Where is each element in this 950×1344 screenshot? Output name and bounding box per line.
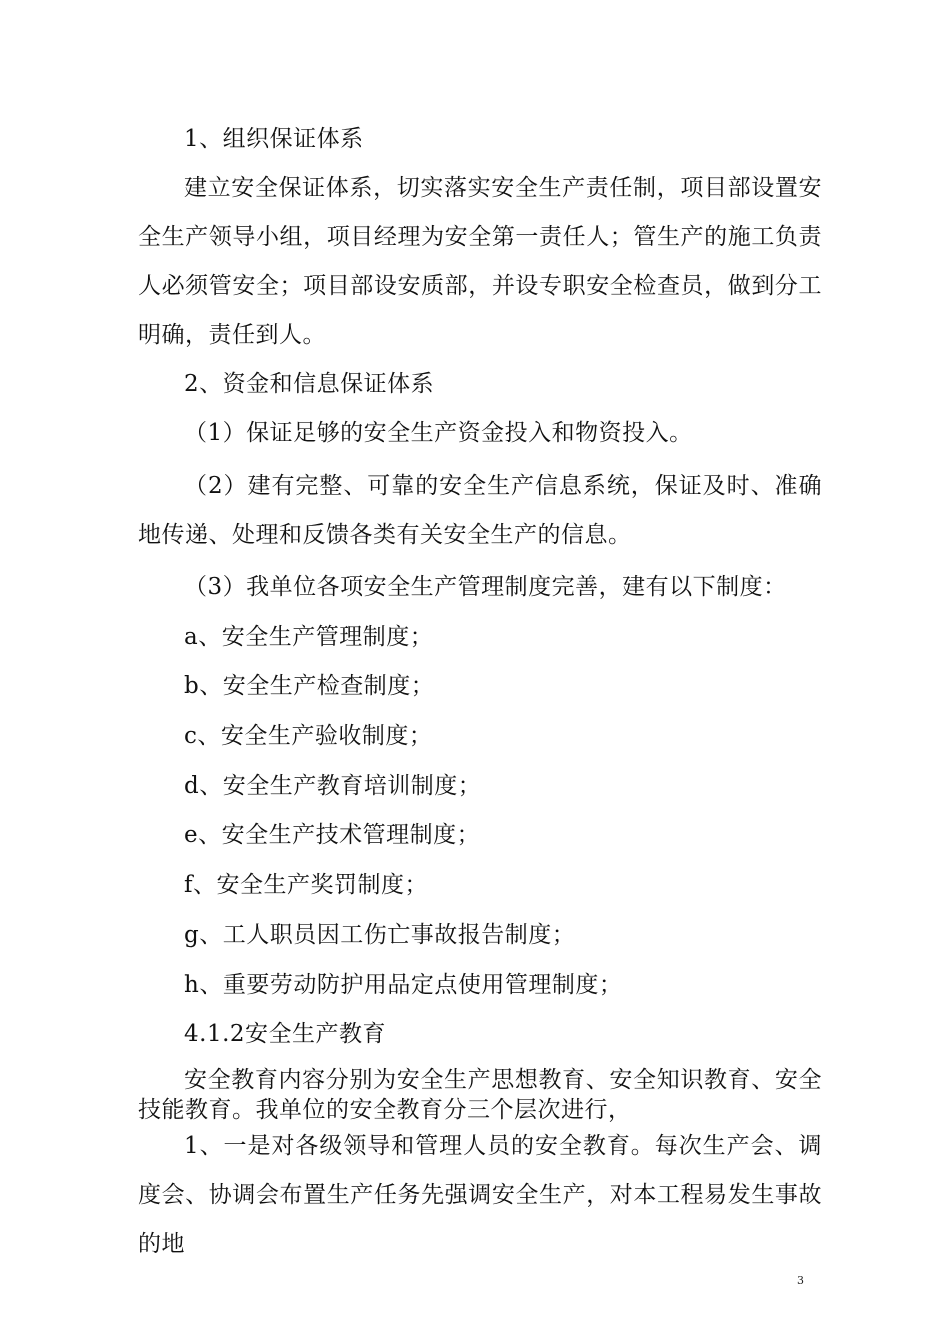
list-item-2: （2）建有完整、可靠的安全生产信息系统，保证及时、准确地传递、处理和反馈各类有关安全生产的信息。 [138, 473, 822, 548]
section-heading-funding-info: 2、资金和信息保证体系 [184, 371, 435, 397]
system-item-f: f、安全生产奖罚制度； [184, 872, 429, 898]
system-item-b: b、安全生产检查制度； [184, 673, 435, 699]
system-item-e: e、安全生产技术管理制度； [184, 822, 481, 848]
paragraph-safety-system: 建立安全保证体系，切实落实安全生产责任制，项目部设置安全生产领导小组，项目经理为安全第一责任人；管生产的施工负责人必须管安全；项目部设安质部，并设专职安全检查员，做到分工明确，责任到人。 [138, 175, 822, 348]
system-item-h: h、重要劳动防护用品定点使用管理制度； [184, 972, 623, 998]
list-item-1: （1）保证足够的安全生产资金投入和物资投入。 [184, 420, 693, 446]
system-item-a: a、安全生产管理制度； [184, 624, 434, 650]
system-item-d: d、安全生产教育培训制度； [184, 773, 482, 799]
list-item-3: （3）我单位各项安全生产管理制度完善，建有以下制度： [184, 574, 787, 600]
system-item-c: c、安全生产验收制度； [184, 723, 433, 749]
section-heading-organization: 1、组织保证体系 [184, 126, 364, 152]
system-item-g: g、工人职员因工伤亡事故报告制度； [184, 922, 576, 948]
paragraph-leadership-education: 1、一是对各级领导和管理人员的安全教育。每次生产会、调度会、协调会布置生产任务先强调安全生产，对本工程易发生事故的地 [138, 1133, 822, 1257]
section-heading-safety-education: 4.1.2安全生产教育 [184, 1021, 387, 1047]
paragraph-education-content: 安全教育内容分别为安全生产思想教育、安全知识教育、安全技能教育。我单位的安全教育分三个层次进行， [138, 1067, 822, 1123]
page-number: 3 [797, 1274, 804, 1287]
